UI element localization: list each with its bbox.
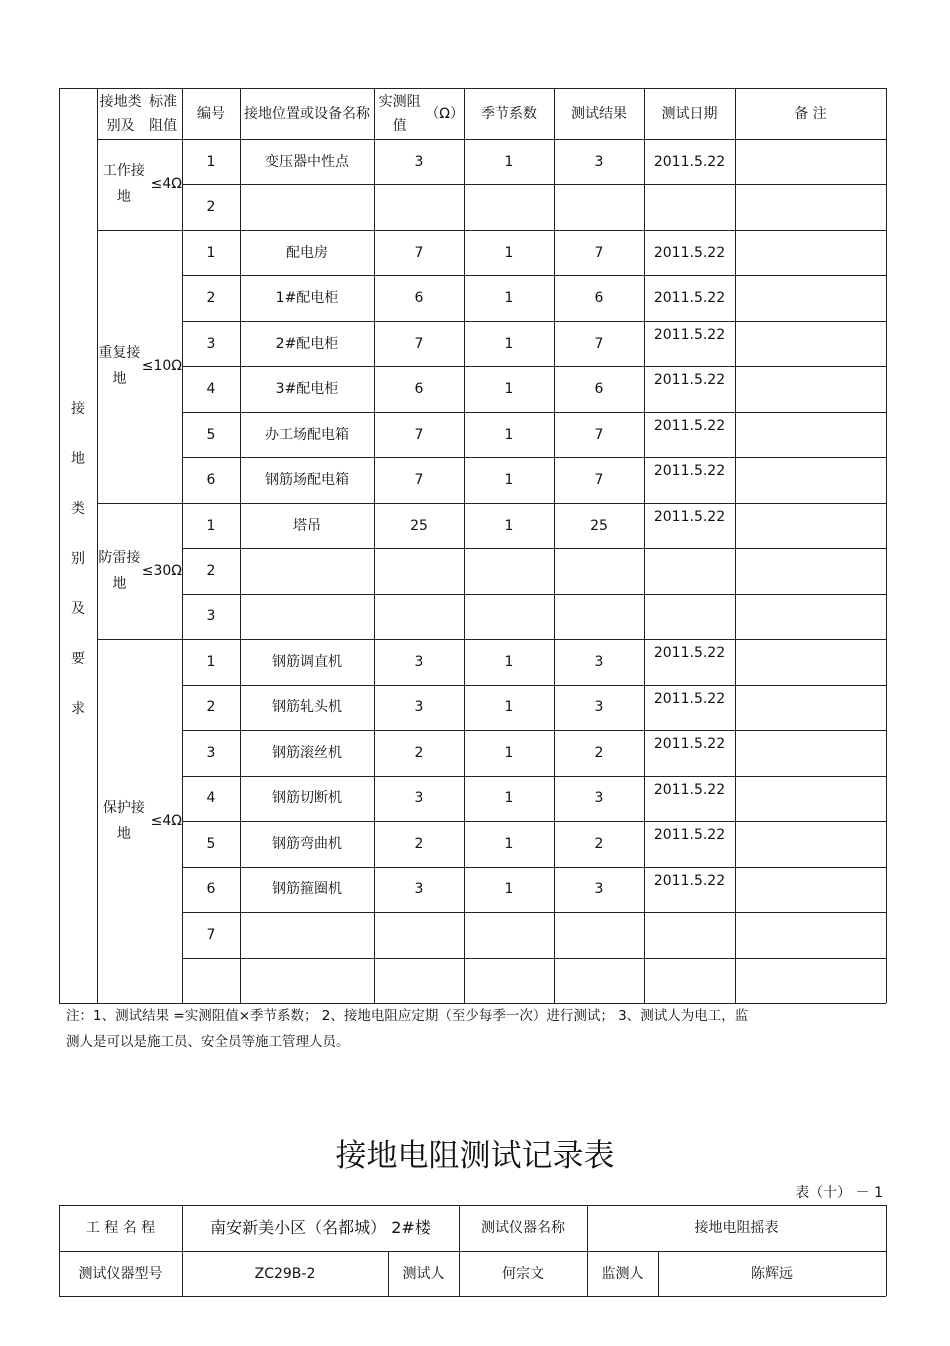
test-result [554,958,644,1003]
test-date [644,184,735,229]
row-number: 4 [206,381,216,398]
row-number: 2 [206,699,216,716]
vertical-label-char: 接 [71,401,85,417]
column-header-1: 编号 [197,105,225,122]
row-number: 6 [206,472,216,489]
test-result: 3 [594,699,604,716]
location [240,912,374,957]
season-coefficient [464,548,554,593]
test-result [554,912,644,957]
row-number: 2 [206,562,216,579]
remarks [735,457,886,502]
vertical-label-char: 别 [71,551,85,567]
remarks [735,776,886,821]
instrument-name-value: 接地电阻摇表 [694,1220,779,1236]
column-header-7: 备 注 [794,105,827,122]
test-date: 2011.5.22 [653,153,726,170]
measured-value: 7 [414,426,424,443]
season-coefficient: 1 [504,653,514,670]
column-header-6: 测试日期 [661,105,718,122]
row-number: 3 [206,335,216,352]
remarks [735,503,886,548]
test-date: 2011.5.22 [653,781,726,798]
test-result [554,594,644,639]
test-result: 2 [594,835,604,852]
remarks [735,230,886,275]
season-coefficient: 1 [504,335,514,352]
category-cell: 工作接地 ≤4Ω [102,163,182,206]
location: 钢筋滚丝机 [272,744,342,761]
measured-value [374,912,464,957]
location: 变压器中性点 [265,153,349,170]
season-coefficient: 1 [504,153,514,170]
test-result: 6 [594,381,604,398]
column-header-2: 接地位置或 设备名称 [244,105,370,122]
table-number: 表（十） － 1 [795,1185,883,1201]
measured-value [374,958,464,1003]
remarks [735,366,886,411]
season-coefficient [464,184,554,229]
location: 办工场配电箱 [265,426,349,443]
tester-value: 何宗文 [502,1265,544,1282]
season-coefficient: 1 [504,472,514,489]
row-number: 5 [206,426,216,443]
test-date: 2011.5.22 [653,372,726,389]
row-number: 1 [206,517,216,534]
test-result: 25 [590,517,608,534]
project-name-value: 南安新美小区（名都城） 2#楼 [210,1218,431,1237]
test-date: 2011.5.22 [653,508,726,525]
remarks [735,821,886,866]
row-number [182,958,240,1003]
remarks [735,730,886,775]
location: 钢筋调直机 [272,653,342,670]
test-result: 2 [594,744,604,761]
remarks [735,412,886,457]
remarks [735,321,886,366]
test-result [554,548,644,593]
project-name-label: 工 程 名 程 [85,1220,156,1236]
measured-value: 3 [414,699,424,716]
season-coefficient: 1 [504,744,514,761]
instrument-model-label: 测试仪器型号 [78,1265,163,1282]
row-number: 1 [206,653,216,670]
location [240,548,374,593]
location: 1#配电柜 [275,290,339,307]
location [240,184,374,229]
test-date: 2011.5.22 [653,417,726,434]
measured-value [374,594,464,639]
season-coefficient [464,594,554,639]
location: 配电房 [286,244,328,261]
category-cell: 保护接地 ≤4Ω [102,800,182,843]
season-coefficient: 1 [504,381,514,398]
test-date [644,594,735,639]
test-date: 2011.5.22 [653,827,726,844]
remarks [735,594,886,639]
category-cell: 防雷接地 ≤30Ω [98,549,182,592]
location [240,594,374,639]
column-header-3: 实测阻值 （Ω） [378,93,464,134]
test-result: 7 [594,244,604,261]
row-number: 3 [206,744,216,761]
remarks [735,139,886,184]
measured-value [374,184,464,229]
instrument-model-value: ZC29B-2 [254,1265,316,1282]
measured-value: 3 [414,790,424,807]
footnote-line-1: 注：1、测试结果 =实测阻值×季节系数； 2、接地电阻应定期（至少每季一次）进行测试； 3、测试人为电工，监 [66,1008,749,1024]
category-cell: 重复接地 ≤10Ω [98,345,182,388]
season-coefficient: 1 [504,426,514,443]
column-header-4: 季节系数 [481,105,537,122]
measured-value: 3 [414,653,424,670]
test-result: 3 [594,790,604,807]
location: 塔吊 [293,517,321,534]
row-number: 7 [206,926,216,943]
row-number: 6 [206,881,216,898]
test-result: 3 [594,653,604,670]
measured-value: 7 [414,472,424,489]
remarks [735,685,886,730]
location: 钢筋场配电箱 [265,472,349,489]
season-coefficient [464,958,554,1003]
season-coefficient: 1 [504,790,514,807]
test-result: 7 [594,335,604,352]
season-coefficient [464,912,554,957]
remarks [735,184,886,229]
form-title: 接地电阻测试记录表 [335,1138,615,1174]
row-number: 3 [206,608,216,625]
row-number: 2 [206,290,216,307]
test-date: 2011.5.22 [653,872,726,889]
test-date: 2011.5.22 [653,690,726,707]
measured-value: 2 [414,835,424,852]
measured-value: 7 [414,335,424,352]
measured-value: 25 [410,517,428,534]
tester-label: 测试人 [402,1265,445,1282]
test-result: 3 [594,881,604,898]
footnote-line-2: 测人是可以是施工员、安全员等施工管理人员。 [66,1034,350,1050]
instrument-name-label: 测试仪器名称 [481,1220,565,1236]
vertical-label-char: 及 [71,601,85,617]
column-header-5: 测试结果 [571,105,627,122]
location: 2#配电柜 [275,335,339,352]
vertical-label-char: 地 [71,451,85,467]
location: 钢筋轧头机 [272,699,342,716]
season-coefficient: 1 [504,244,514,261]
location: 钢筋箍圈机 [272,881,342,898]
season-coefficient: 1 [504,835,514,852]
remarks [735,912,886,957]
test-date: 2011.5.22 [653,463,726,480]
measured-value: 3 [414,881,424,898]
remarks [735,275,886,320]
test-result: 6 [594,290,604,307]
column-header-0: 接地类别及 标准阻值 [99,93,178,134]
location: 钢筋切断机 [272,790,342,807]
location: 3#配电柜 [275,381,339,398]
row-number: 2 [206,199,216,216]
test-date [644,912,735,957]
test-date: 2011.5.22 [653,645,726,662]
season-coefficient: 1 [504,290,514,307]
remarks [735,867,886,912]
test-date [644,548,735,593]
supervisor-label: 监测人 [601,1265,644,1282]
remarks [735,548,886,593]
test-date: 2011.5.22 [653,290,726,307]
measured-value: 7 [414,244,424,261]
test-result [554,184,644,229]
row-number: 1 [206,244,216,261]
vertical-label-char: 求 [71,701,85,717]
season-coefficient: 1 [504,881,514,898]
test-result: 7 [594,472,604,489]
row-number: 1 [206,153,216,170]
row-number: 5 [206,835,216,852]
test-date: 2011.5.22 [653,244,726,261]
test-date: 2011.5.22 [653,326,726,343]
season-coefficient: 1 [504,517,514,534]
remarks [735,639,886,684]
measured-value: 3 [414,153,424,170]
measured-value [374,548,464,593]
row-number: 4 [206,790,216,807]
remarks [735,958,886,1003]
location [240,958,374,1003]
vertical-label-char: 类 [71,501,85,517]
supervisor-value: 陈辉远 [751,1265,793,1282]
measured-value: 6 [414,381,424,398]
season-coefficient: 1 [504,699,514,716]
test-date: 2011.5.22 [653,736,726,753]
measured-value: 2 [414,744,424,761]
location: 钢筋弯曲机 [272,835,342,852]
measured-value: 6 [414,290,424,307]
test-result: 7 [594,426,604,443]
vertical-label-char: 要 [71,651,85,667]
test-result: 3 [594,153,604,170]
test-date [644,958,735,1003]
